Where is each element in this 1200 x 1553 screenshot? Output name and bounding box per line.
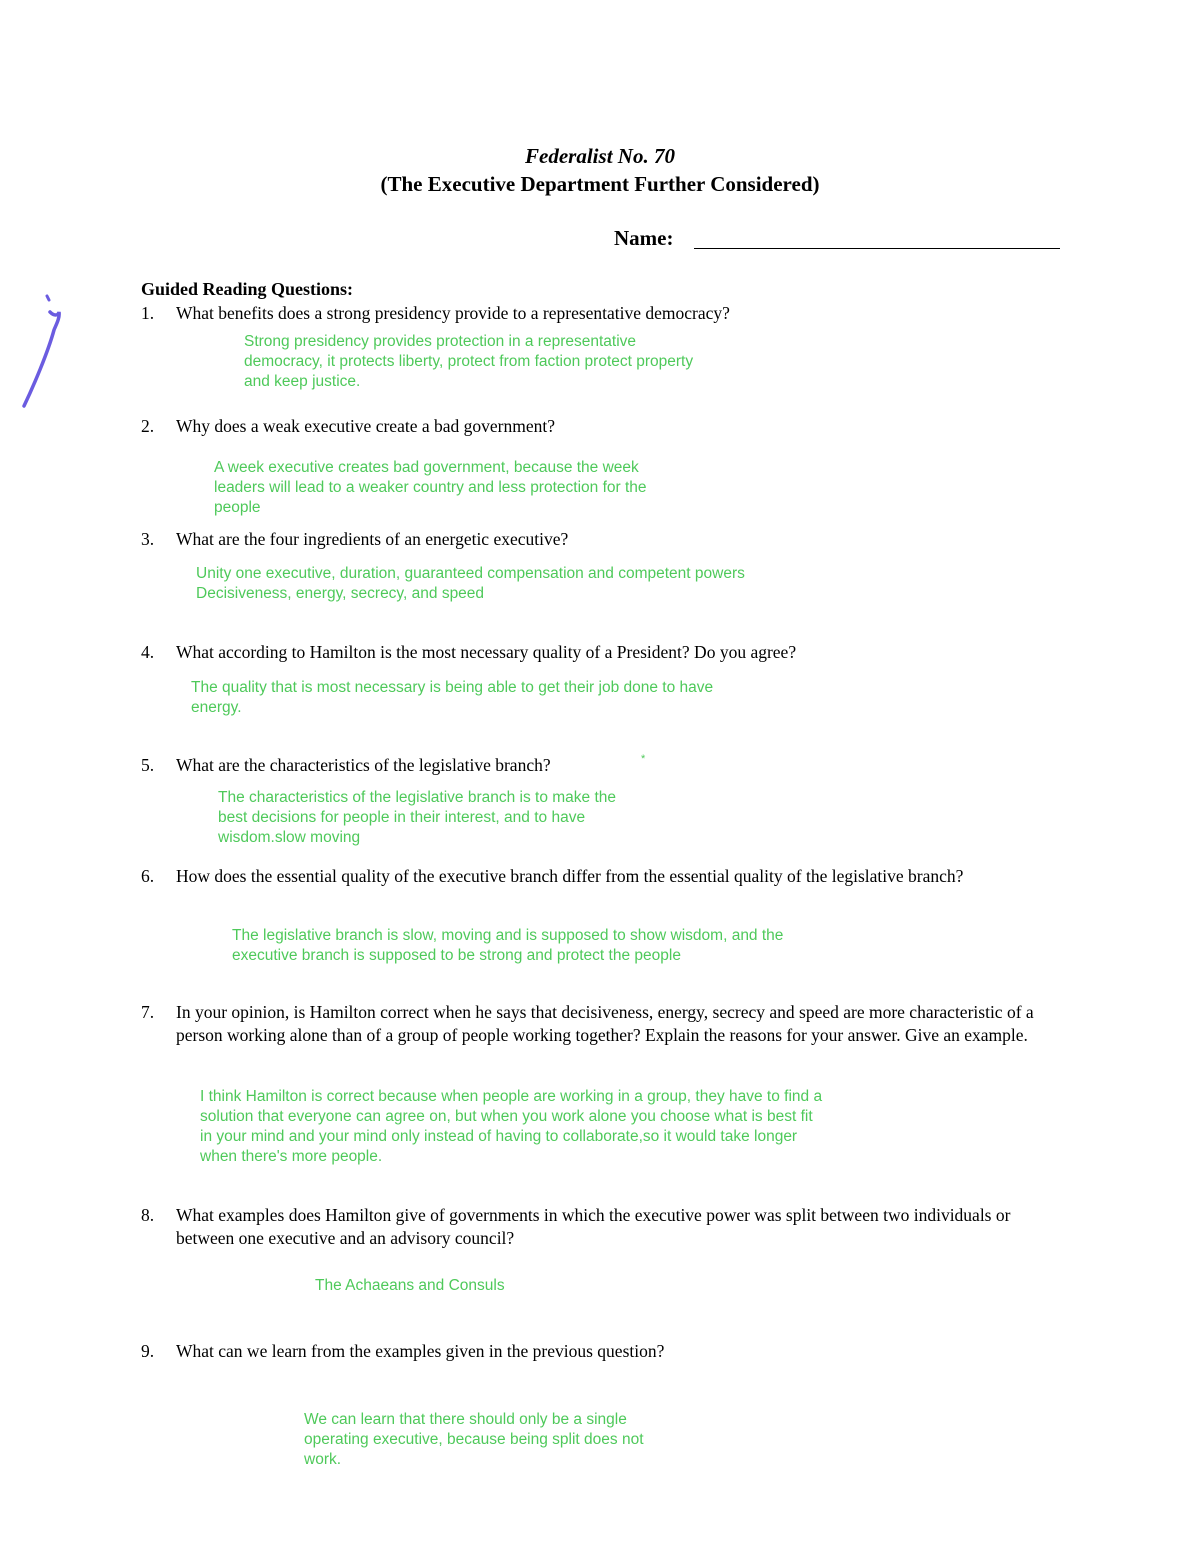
answer-line: The legislative branch is slow, moving and is supposed to show wisdom, and the [232,927,784,944]
question-number: 9. [141,1341,155,1361]
question-number: 3. [141,529,155,549]
question-number: 7. [141,1002,155,1022]
stray-mark: * [641,753,646,765]
answer-2 [214,458,647,518]
name-label: Name: [614,226,674,250]
answer-9 [304,1410,644,1470]
answer-line: work. [304,1451,342,1468]
question-text: What are the four ingredients of an energetic executive? [176,529,569,549]
answer-line: leaders will lead to a weaker country and less protection for the [214,479,647,496]
answer-line: A week executive creates bad government, because the week [214,459,639,476]
section-heading: Guided Reading Questions: [141,279,354,299]
name-blank-line[interactable] [694,248,1060,249]
answer-line: democracy, it protects liberty, protect from faction protect property [244,353,694,370]
answer-8 [315,1276,505,1296]
question-text: What benefits does a strong presidency provide to a representative democracy? [176,303,730,323]
question-text: What according to Hamilton is the most necessary quality of a President? Do you agree? [176,642,797,662]
question-number: 6. [141,866,155,886]
answer-line: when there's more people. [200,1148,383,1165]
question-number: 8. [141,1205,155,1225]
answer-line: energy. [191,699,242,716]
answer-4 [191,678,713,718]
answer-line: I think Hamilton is correct because when people are working in a group, they have to find a [200,1088,823,1105]
answer-line: The characteristics of the legislative branch is to make the [218,789,617,806]
question-text: What can we learn from the examples given in the previous question? [176,1341,665,1361]
answer-line: in your mind and your mind only instead of having to collaborate,so it would take longer [200,1128,798,1145]
handwritten-pen-mark [14,290,74,415]
answer-line: Decisiveness, energy, secrecy, and speed [196,585,485,602]
answer-line: Strong presidency provides protection in a representative [244,333,637,350]
question-text: What are the characteristics of the legislative branch? [176,755,551,775]
question-text: In your opinion, is Hamilton correct when he says that decisiveness, energy, secrecy and speed are more characteristic of a person working alone than of a group of people working together? Explain the reasons for your answer. Give an example. [176,1002,1034,1045]
document-title: Federalist No. 70 [525,144,675,168]
answer-line: The Achaeans and Consuls [315,1277,505,1294]
question-number: 2. [141,416,155,436]
question-text: Why does a weak executive create a bad government? [176,416,555,436]
answer-line: We can learn that there should only be a single [304,1411,627,1428]
answer-line: best decisions for people in their interest, and to have [218,809,586,826]
question-text: What examples does Hamilton give of governments in which the executive power was split between two individuals or between one executive and an advisory council? [176,1205,1011,1248]
answer-line: executive branch is supposed to be strong and protect the people [232,947,681,964]
answer-line: The quality that is most necessary is being able to get their job done to have [191,679,714,696]
answer-line: operating executive, because being split does not [304,1431,644,1448]
answer-7 [200,1087,822,1167]
answer-line: wisdom.slow moving [218,829,361,846]
answer-1 [244,332,693,392]
answer-line: people [214,499,261,516]
answer-5 [218,788,616,848]
question-number: 4. [141,642,155,662]
answer-line: solution that everyone can agree on, but when you work alone you choose what is best fit [200,1108,813,1125]
question-text: How does the essential quality of the executive branch differ from the essential quality of the legislative branch? [176,866,964,886]
question-number: 5. [141,755,155,775]
answer-line: Unity one executive, duration, guaranteed compensation and competent powers [196,565,745,582]
answer-line: and keep justice. [244,373,361,390]
answer-3 [196,564,745,604]
answer-6 [232,926,783,966]
document-subtitle: (The Executive Department Further Considered) [380,172,820,196]
question-number: 1. [141,303,155,323]
